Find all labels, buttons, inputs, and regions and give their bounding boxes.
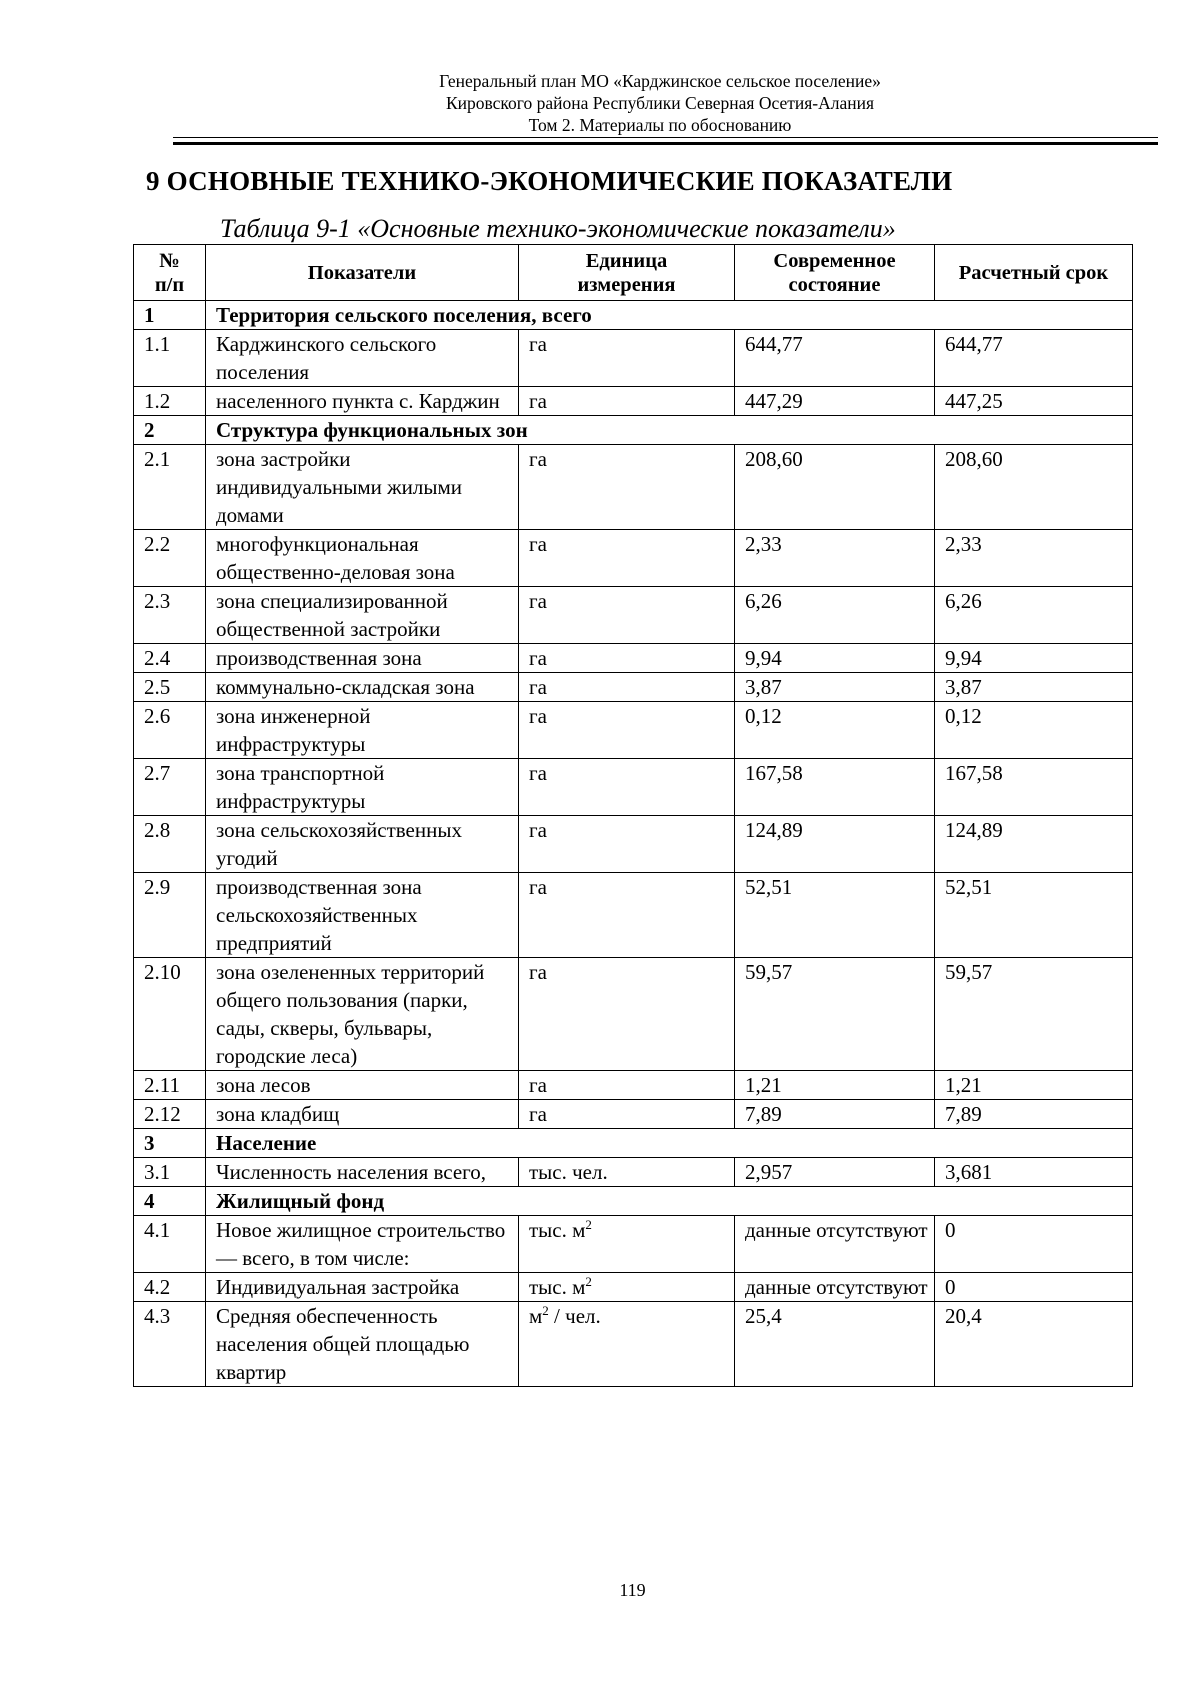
unit-cell: [519, 958, 735, 1071]
table-caption: Таблица 9-1 «Основные технико-экономические показатели»: [220, 214, 896, 243]
section-row: [134, 1187, 1133, 1216]
unit-text: га: [529, 389, 547, 413]
current-value: данные отсутствуют: [735, 1273, 935, 1302]
target-value: 59,57: [935, 958, 1133, 1071]
header-unit-line-2: измерения: [577, 273, 676, 296]
row-number: 2.3: [134, 587, 206, 644]
target-value: 2,33: [935, 530, 1133, 587]
section-number: 1: [134, 301, 206, 330]
indicator-name: Карджинского сельского поселения: [206, 330, 519, 387]
unit-suffix: / чел.: [548, 1304, 601, 1328]
unit-cell: [519, 387, 735, 416]
table-row: [134, 1302, 1133, 1387]
indicator-name: многофункциональная общественно-деловая зона: [206, 530, 519, 587]
unit-cell: [519, 587, 735, 644]
current-value: данные отсутствуют: [735, 1216, 935, 1273]
unit-cell: [519, 1273, 735, 1302]
header-rule-thick: [173, 142, 1158, 145]
section-row: [134, 301, 1133, 330]
target-value: 208,60: [935, 445, 1133, 530]
unit-superscript: 2: [585, 1217, 592, 1232]
indicator-name: Средняя обеспеченность населения общей площадью квартир: [206, 1302, 519, 1387]
unit-cell: [519, 759, 735, 816]
table-header-row: [134, 245, 1133, 301]
row-number: 2.12: [134, 1100, 206, 1129]
target-value: 644,77: [935, 330, 1133, 387]
current-value: 59,57: [735, 958, 935, 1071]
target-value: 0: [935, 1273, 1133, 1302]
indicator-name: зона озелененных территорий общего пользования (парки, сады, скверы, бульвары, городские леса): [206, 958, 519, 1071]
unit-text: га: [529, 960, 547, 984]
unit-text: га: [529, 589, 547, 613]
section-number: 3: [134, 1129, 206, 1158]
unit-text: тыс. м: [529, 1275, 586, 1299]
unit-cell: [519, 1216, 735, 1273]
indicator-name: зона лесов: [206, 1071, 519, 1100]
unit-text: га: [529, 818, 547, 842]
row-number: 2.9: [134, 873, 206, 958]
row-number: 4.1: [134, 1216, 206, 1273]
table-row: [134, 1100, 1133, 1129]
target-value: 3,87: [935, 673, 1133, 702]
unit-text: га: [529, 1102, 547, 1126]
row-number: 2.2: [134, 530, 206, 587]
target-value: 0: [935, 1216, 1133, 1273]
current-value: 6,26: [735, 587, 935, 644]
current-value: 25,4: [735, 1302, 935, 1387]
current-value: 167,58: [735, 759, 935, 816]
table-row: [134, 958, 1133, 1071]
indicator-name: населенного пункта с. Карджин: [206, 387, 519, 416]
unit-cell: [519, 330, 735, 387]
header-target: Расчетный срок: [935, 245, 1133, 301]
current-value: 52,51: [735, 873, 935, 958]
row-number: 1.2: [134, 387, 206, 416]
row-number: 2.5: [134, 673, 206, 702]
table-row: [134, 330, 1133, 387]
header-num: [134, 245, 206, 301]
target-value: 0,12: [935, 702, 1133, 759]
section-name: Жилищный фонд: [206, 1187, 1133, 1216]
unit-cell: [519, 873, 735, 958]
target-value: 447,25: [935, 387, 1133, 416]
header-rule-thin: [173, 137, 1158, 138]
header-line-1: Генеральный план МО «Карджинское сельское поселение»: [439, 71, 881, 91]
indicator-name: зона сельскохозяйственных угодий: [206, 816, 519, 873]
unit-superscript: 2: [585, 1274, 592, 1289]
header-unit-line-1: Единица: [585, 249, 668, 272]
indicator-name: зона кладбищ: [206, 1100, 519, 1129]
current-value: 2,957: [735, 1158, 935, 1187]
target-value: 6,26: [935, 587, 1133, 644]
unit-text: га: [529, 646, 547, 670]
header-current: [735, 245, 935, 301]
unit-text: га: [529, 1073, 547, 1097]
unit-cell: [519, 445, 735, 530]
unit-text: га: [529, 675, 547, 699]
row-number: 2.11: [134, 1071, 206, 1100]
indicator-name: коммунально-складская зона: [206, 673, 519, 702]
row-number: 2.10: [134, 958, 206, 1071]
unit-cell: [519, 816, 735, 873]
table-row: [134, 644, 1133, 673]
header-num-line-1: №: [159, 249, 180, 272]
indicator-name: Численность населения всего,: [206, 1158, 519, 1187]
indicators-table: [133, 244, 1133, 1387]
table-row: [134, 816, 1133, 873]
current-value: 1,21: [735, 1071, 935, 1100]
unit-cell: [519, 1302, 735, 1387]
unit-cell: [519, 644, 735, 673]
header-num-line-2: п/п: [154, 273, 185, 296]
target-value: 3,681: [935, 1158, 1133, 1187]
row-number: 4.2: [134, 1273, 206, 1302]
unit-cell: [519, 1071, 735, 1100]
unit-text: га: [529, 704, 547, 728]
row-number: 3.1: [134, 1158, 206, 1187]
section-title: 9 ОСНОВНЫЕ ТЕХНИКО-ЭКОНОМИЧЕСКИЕ ПОКАЗАТЕЛИ: [146, 166, 953, 196]
row-number: 2.6: [134, 702, 206, 759]
table-row: [134, 673, 1133, 702]
target-value: 9,94: [935, 644, 1133, 673]
header-indicator: Показатели: [206, 245, 519, 301]
unit-cell: [519, 1158, 735, 1187]
page-number: 119: [619, 1580, 646, 1600]
section-number: 4: [134, 1187, 206, 1216]
unit-text: га: [529, 761, 547, 785]
indicator-name: зона транспортной инфраструктуры: [206, 759, 519, 816]
table-row: [134, 1071, 1133, 1100]
row-number: 2.4: [134, 644, 206, 673]
target-value: 52,51: [935, 873, 1133, 958]
indicator-name: Новое жилищное строительство — всего, в том числе:: [206, 1216, 519, 1273]
current-value: 0,12: [735, 702, 935, 759]
unit-cell: [519, 1100, 735, 1129]
row-number: 2.7: [134, 759, 206, 816]
table-row: [134, 445, 1133, 530]
target-value: 124,89: [935, 816, 1133, 873]
current-value: 9,94: [735, 644, 935, 673]
header-unit: [519, 245, 735, 301]
table-row: [134, 873, 1133, 958]
row-number: 4.3: [134, 1302, 206, 1387]
unit-cell: [519, 530, 735, 587]
table-row: [134, 387, 1133, 416]
target-value: 20,4: [935, 1302, 1133, 1387]
current-value: 2,33: [735, 530, 935, 587]
indicator-name: производственная зона: [206, 644, 519, 673]
section-number: 2: [134, 416, 206, 445]
section-name: Территория сельского поселения, всего: [206, 301, 1133, 330]
table-row: [134, 530, 1133, 587]
table-row: [134, 759, 1133, 816]
unit-cell: [519, 673, 735, 702]
indicator-name: производственная зона сельскохозяйственных предприятий: [206, 873, 519, 958]
unit-text: тыс. чел.: [529, 1160, 608, 1184]
unit-cell: [519, 702, 735, 759]
unit-text: га: [529, 532, 547, 556]
table-row: [134, 587, 1133, 644]
indicator-name: зона застройки индивидуальными жилыми домами: [206, 445, 519, 530]
table-row: [134, 702, 1133, 759]
table-row: [134, 1273, 1133, 1302]
target-value: 1,21: [935, 1071, 1133, 1100]
unit-text: тыс. м: [529, 1218, 586, 1242]
table-row: [134, 1216, 1133, 1273]
current-value: 124,89: [735, 816, 935, 873]
indicator-name: зона специализированной общественной застройки: [206, 587, 519, 644]
current-value: 447,29: [735, 387, 935, 416]
row-number: 2.1: [134, 445, 206, 530]
unit-text: м: [529, 1304, 543, 1328]
unit-text: га: [529, 447, 547, 471]
unit-text: га: [529, 332, 547, 356]
indicator-name: зона инженерной инфраструктуры: [206, 702, 519, 759]
current-value: 7,89: [735, 1100, 935, 1129]
current-value: 3,87: [735, 673, 935, 702]
document-header: [160, 70, 1160, 136]
row-number: 1.1: [134, 330, 206, 387]
table-row: [134, 1158, 1133, 1187]
section-row: [134, 416, 1133, 445]
header-current-line-2: состояние: [788, 273, 881, 296]
section-name: Структура функциональных зон: [206, 416, 1133, 445]
indicator-name: Индивидуальная застройка: [206, 1273, 519, 1302]
unit-text: га: [529, 875, 547, 899]
section-row: [134, 1129, 1133, 1158]
target-value: 7,89: [935, 1100, 1133, 1129]
header-line-2: Кировского района Республики Северная Осетия-Алания: [445, 93, 875, 113]
header-line-3: Том 2. Материалы по обоснованию: [528, 115, 792, 135]
target-value: 167,58: [935, 759, 1133, 816]
current-value: 644,77: [735, 330, 935, 387]
section-name: Население: [206, 1129, 1133, 1158]
header-current-line-1: Современное: [773, 249, 896, 272]
current-value: 208,60: [735, 445, 935, 530]
row-number: 2.8: [134, 816, 206, 873]
table-body: [134, 301, 1133, 1387]
unit-superscript: 2: [542, 1303, 549, 1318]
